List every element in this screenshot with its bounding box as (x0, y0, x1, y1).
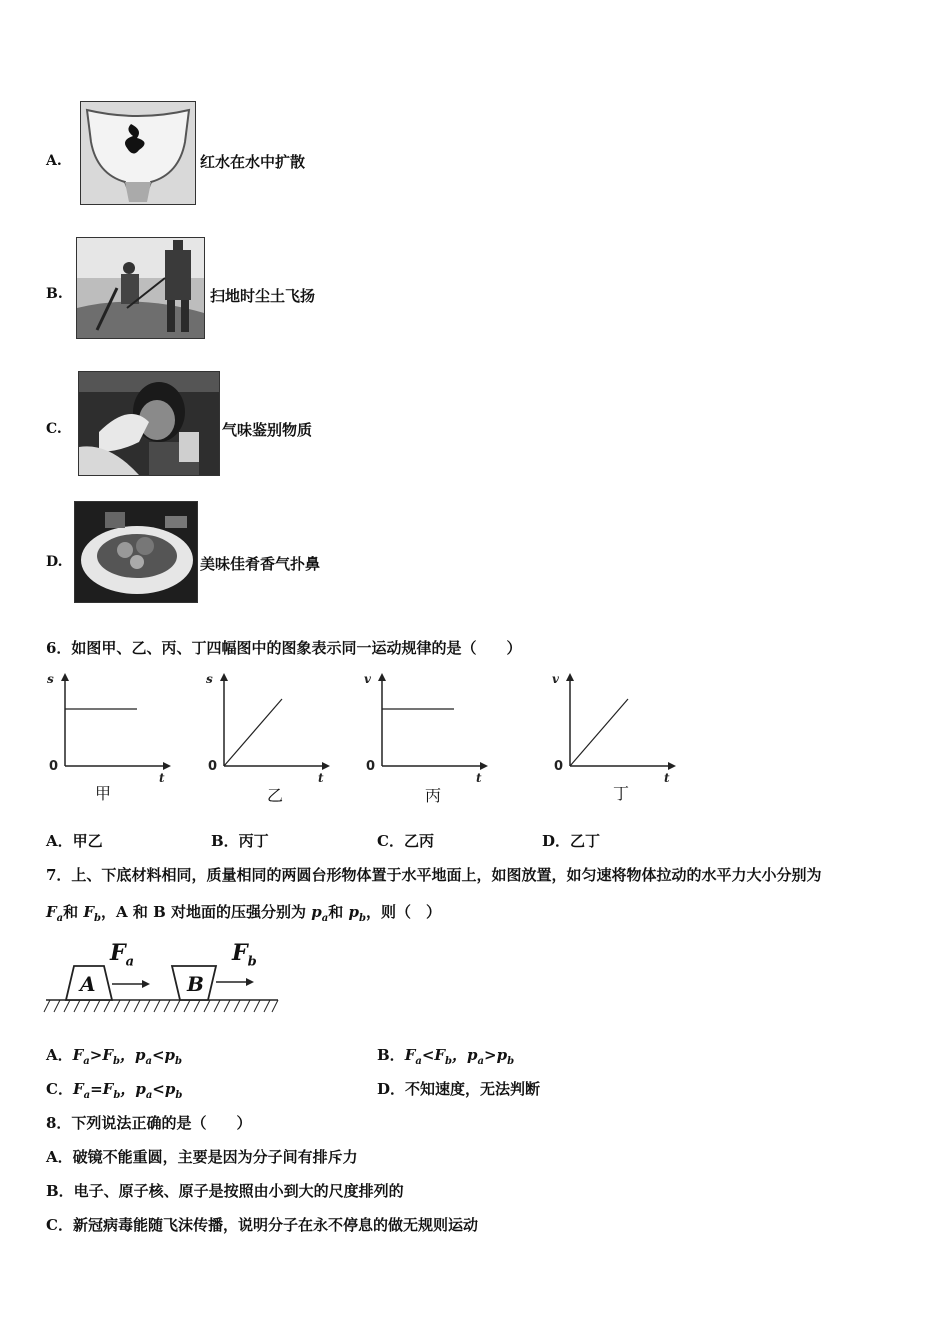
label-a: A (80, 972, 96, 996)
x-axis-label: t (318, 771, 324, 785)
q7-option-b[interactable]: B．$F_a<F_b$，$p_a>p_b$ (377, 1046, 515, 1067)
smell-photo (78, 371, 220, 476)
origin-label: 0 (208, 759, 218, 774)
graph-name-ding: 丁 (613, 784, 630, 803)
x-axis-arrow (163, 762, 171, 770)
q7-option-a[interactable]: A．$F_a>F_b$，$p_a<p_b$ (46, 1046, 183, 1067)
graph-name-bing: 丙 (425, 786, 442, 805)
q6-option-b[interactable]: B．丙丁 (211, 832, 269, 850)
graph-line-rising (570, 699, 628, 766)
motion-graphs (40, 665, 700, 805)
q7-option-c[interactable]: C．$F_a=F_b$，$p_a<p_b$ (46, 1080, 183, 1101)
q6-stem: 6．如图甲、乙、丙、丁四幅图中的图象表示同一运动规律的是（ ） (46, 639, 522, 657)
x-axis-label: t (476, 771, 482, 785)
q7-stem-line1: 7．上、下底材料相同，质量相同的两圆台形物体置于水平地面上，如图放置，如匀速将物体拉动的水平力大小分别为 (46, 866, 822, 884)
q8-option-c[interactable]: C．新冠病毒能随飞沫传播，说明分子在永不停息的做无规则运动 (46, 1216, 478, 1234)
y-axis-label: s (206, 672, 213, 686)
q7-stem-line2: $F_a$和 $F_b$，A 和 B 对地面的压强分别为 $p_a$和 $p_b$，则（ ） (46, 903, 441, 924)
q6-option-a[interactable]: A．甲乙 (46, 832, 103, 850)
q8-stem: 8．下列说法正确的是（ ） (46, 1114, 252, 1132)
q8-option-a[interactable]: A．破镜不能重圆，主要是因为分子间有排斥力 (46, 1148, 358, 1166)
force-b-label: $F_b$ (232, 940, 257, 970)
option-caption: 扫地时尘土飞扬 (210, 287, 316, 305)
q6-option-d[interactable]: D．乙丁 (542, 832, 601, 850)
y-axis-label: v (552, 672, 559, 686)
graph-line-rising (224, 699, 282, 766)
sweeping-photo (76, 237, 205, 339)
y-axis-label: s (47, 672, 54, 686)
y-axis-arrow (378, 673, 386, 681)
q6-graphs (40, 665, 700, 805)
origin-label: 0 (554, 759, 564, 774)
x-axis-label: t (159, 771, 165, 785)
force-a-label: $F_a$ (110, 940, 135, 970)
origin-label: 0 (49, 759, 59, 774)
option-letter: A. (46, 153, 62, 169)
label-b: B (187, 972, 204, 996)
option-letter: B. (46, 286, 63, 302)
y-axis-arrow (220, 673, 228, 681)
graph-name-jia: 甲 (95, 784, 112, 803)
beaker-ink-photo (80, 101, 196, 205)
graph-name-yi: 乙 (267, 786, 284, 805)
x-axis-label: t (664, 771, 670, 785)
option-caption: 红水在水中扩散 (200, 153, 306, 171)
y-axis-label: v (364, 672, 371, 686)
q7-figure (42, 938, 282, 1018)
x-axis-arrow (668, 762, 676, 770)
option-caption: 美味佳肴香气扑鼻 (200, 555, 321, 573)
origin-label: 0 (366, 759, 376, 774)
q8-option-b[interactable]: B．电子、原子核、原子是按照由小到大的尺度排列的 (46, 1182, 404, 1200)
option-letter: C. (46, 421, 62, 437)
q6-option-c[interactable]: C．乙丙 (377, 832, 434, 850)
food-photo (74, 501, 198, 603)
x-axis-arrow (480, 762, 488, 770)
x-axis-arrow (322, 762, 330, 770)
q7-option-d[interactable]: D．不知速度，无法判断 (377, 1080, 541, 1098)
y-axis-arrow (566, 673, 574, 681)
option-letter: D. (46, 554, 63, 570)
option-caption: 气味鉴别物质 (222, 421, 313, 439)
y-axis-arrow (61, 673, 69, 681)
